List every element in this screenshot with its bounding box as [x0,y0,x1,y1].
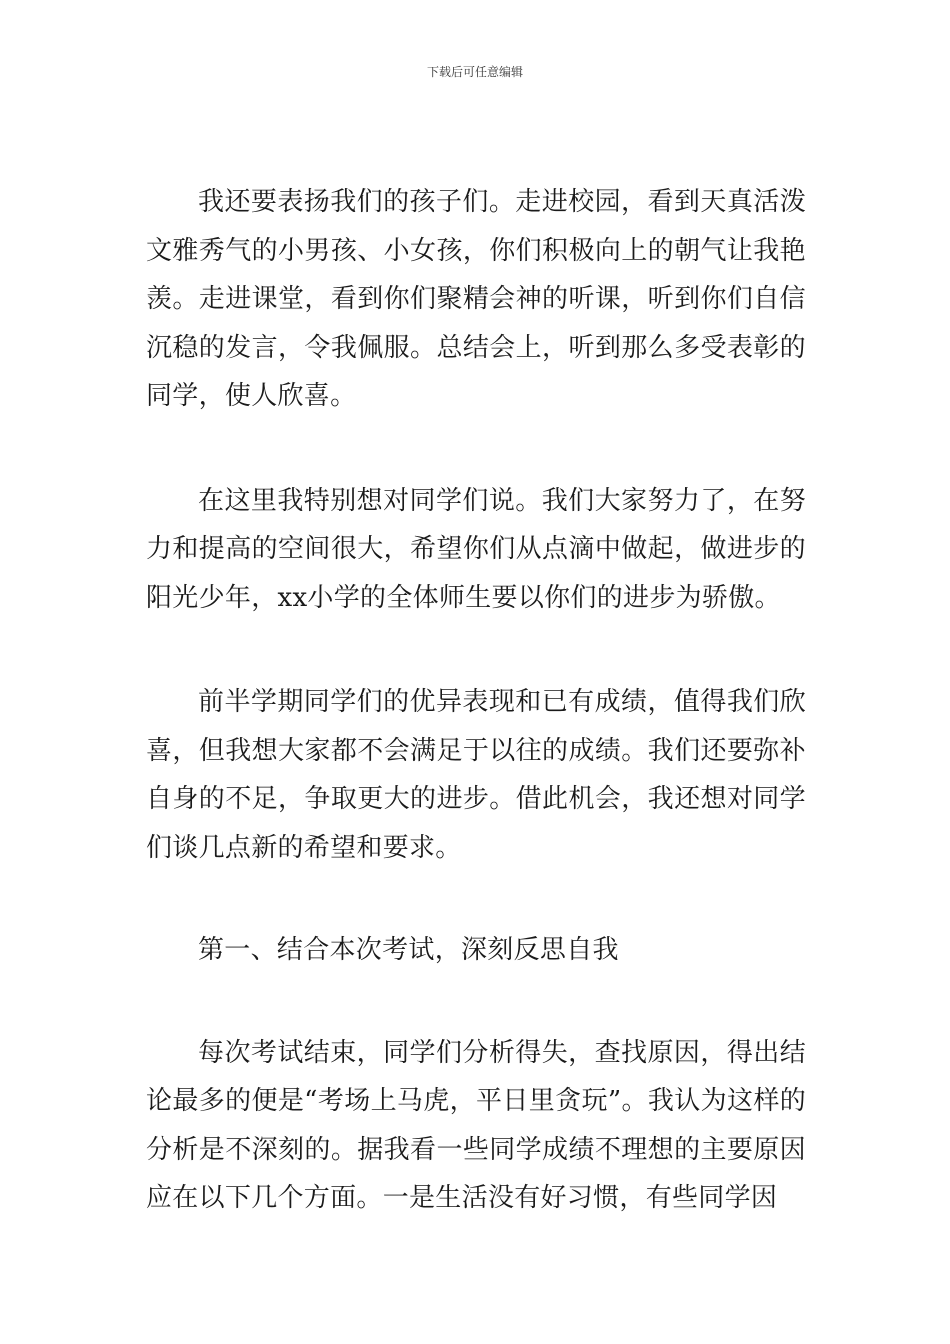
paragraph-message-to-students: 在这里我特别想对同学们说。我们大家努力了，在努力和提高的空间很大，希望你们从点滴中做起，做进步的阳光少年，xx小学的全体师生要以你们的进步为骄傲。 [146,485,806,613]
section-heading-first: 第一、结合本次考试，深刻反思自我 [198,935,619,965]
page-header: 下载后可任意编辑 [426,65,523,79]
paragraph-exam-reflection: 每次考试结束，同学们分析得失，查找原因，得出结论最多的便是“考场上马虎，平日里贪玩”。我认为这样的分析是不深刻的。据我看一些同学成绩不理想的主要原因应在以下几个方面。一是生活没有好习惯，有些同学因 [146,1037,806,1213]
paragraph-hopes-requirements: 前半学期同学们的优异表现和已有成绩，值得我们欣喜，但我想大家都不会满足于以往的成绩。我们还要弥补自身的不足，争取更大的进步。借此机会，我还想对同学们谈几点新的希望和要求。 [146,687,806,863]
document-body [146,178,806,1223]
paragraph-praise-students: 我还要表扬我们的孩子们。走进校园，看到天真活泼文雅秀气的小男孩、小女孩，你们积极向上的朝气让我艳羡。走进课堂，看到你们聚精会神的听课，听到你们自信沉稳的发言，令我佩服。总结会上，听到那么多受表彰的同学，使人欣喜。 [146,187,806,411]
